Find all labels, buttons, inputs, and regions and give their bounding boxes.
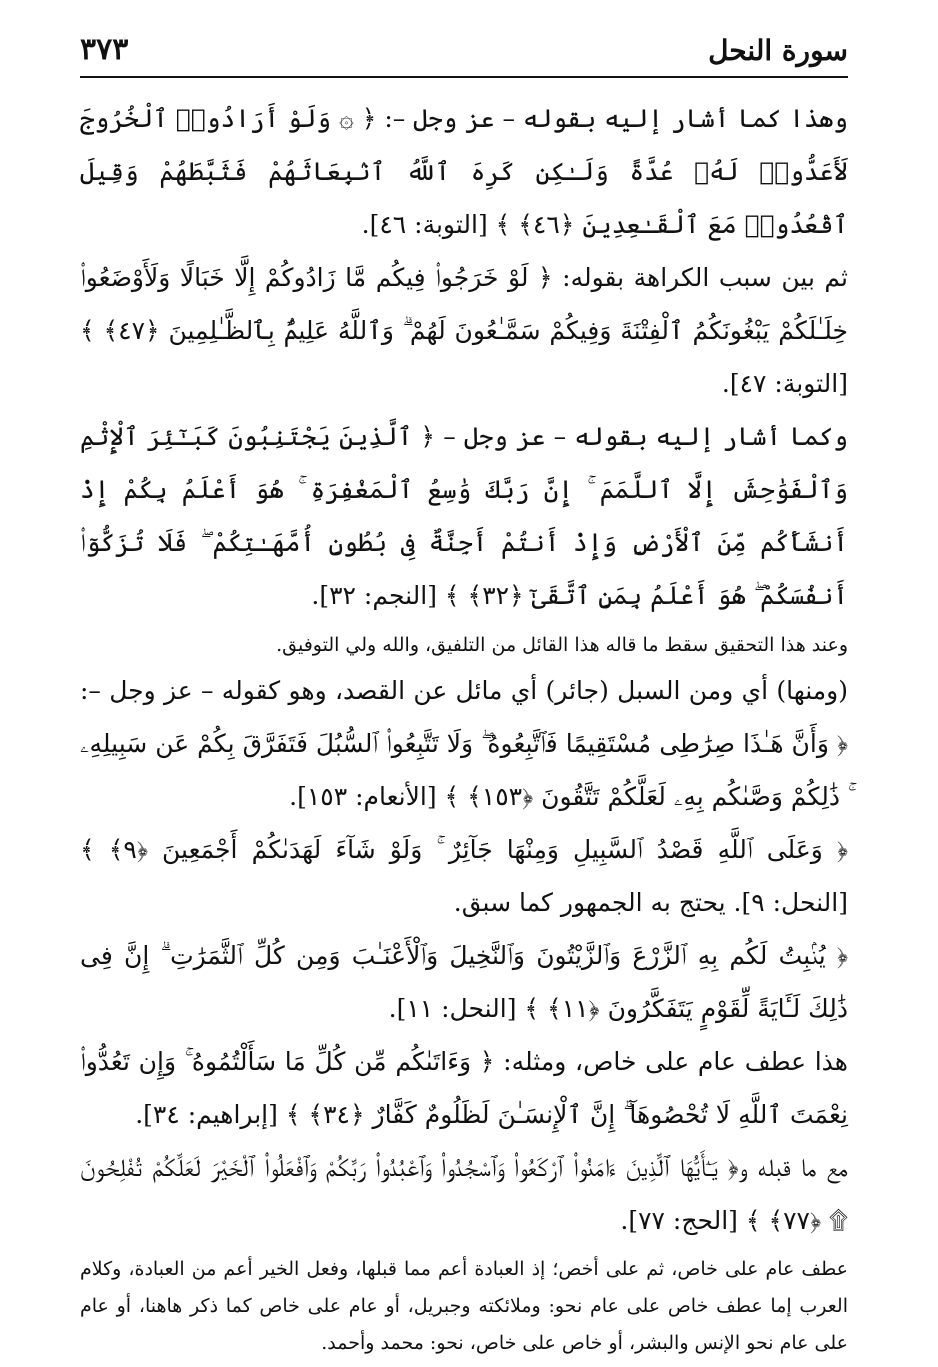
paragraph-atf-explanation: عطف عام على خاص، ثم على أخص؛ إذ العبادة أعم مما قبلها، وفعل الخير أعم من العبادة، وكلام العرب إما عطف خاص على عام نحو: وملائكته وجبريل، أو عام على خاص كما ذكر هاهنا، أو عام على عام نحو الإنس والبشر، أو خاص على خاص، نحو: محمد وأحمد. (80, 1258, 848, 1354)
surah-title: سورة النحل (708, 34, 848, 67)
paragraph-najm-32: وكما أشار إليه بقوله – عز وجل – ﴿ ٱلَّذِينَ يَجْتَنِبُونَ كَبَـٰٓئِرَ ٱلْإِثْمِ وَٱلْفَوَٰحِشَ إِلَّا ٱللَّمَمَ ۚ إِنَّ رَبَّكَ وَٰسِعُ ٱلْمَغْفِرَةِ ۚ هُوَ أَعْلَمُ بِكُمْ إِذْ أَنشَأَكُم مِّنَ ٱلْأَرْضِ وَإِذْ أَنتُمْ أَجِنَّةٌ فِى بُطُونِ أُمَّهَـٰتِكُمْ ۖ فَلَا تُزَكُّوٓا۟ أَنفُسَكُمْ ۖ هُوَ أَعْلَمُ بِمَنِ ٱتَّقَىٰٓ ﴿٣٢﴾ ﴾ [النجم: ٣٢]. (80, 422, 848, 610)
page-body (80, 92, 848, 1362)
paragraph-hajj-77: مع ما قبله و﴿ يَـٰٓأَيُّهَا ٱلَّذِينَ ءَامَنُوا۟ ٱرْكَعُوا۟ وَٱسْجُدُوا۟ وَٱعْبُدُوا۟ رَبَّكُمْ وَٱفْعَلُوا۟ ٱلْخَيْرَ لَعَلَّكُمْ تُفْلِحُونَ ۩ ﴿٧٧﴾ ﴾ [الحج: ٧٧]. (80, 1153, 848, 1235)
paragraph-ibrahim-34: هذا عطف عام على خاص، ومثله: ﴿ وَءَاتَىٰكُم مِّن كُلِّ مَا سَأَلْتُمُوهُ ۚ وَإِن تَعُدُّوا۟ نِعْمَتَ ٱللَّهِ لَا تُحْصُوهَآ ۗ إِنَّ ٱلْإِنسَـٰنَ لَظَلُومٌ كَفَّارٌ ﴿٣٤﴾ ﴾ [إبراهيم: ٣٤]. (80, 1047, 848, 1129)
paragraph-nahl-9: ﴿ وَعَلَى ٱللَّهِ قَصْدُ ٱلسَّبِيلِ وَمِنْهَا جَآئِرٌ ۚ وَلَوْ شَآءَ لَهَدَىٰكُمْ أَجْمَعِينَ ﴿٩﴾ ﴾ [النحل: ٩]. يحتج به الجمهور كما سبق. (80, 835, 848, 917)
paragraph-anam-153: (ومنها) أي ومن السبل (جائر) أي مائل عن القصد، وهو كقوله – عز وجل –: ﴿ وَأَنَّ هَـٰذَا صِرَٰطِى مُسْتَقِيمًا فَٱتَّبِعُوهُ ۖ وَلَا تَتَّبِعُوا۟ ٱلسُّبُلَ فَتَفَرَّقَ بِكُمْ عَن سَبِيلِهِۦ ۚ ذَٰلِكُمْ وَصَّىٰكُم بِهِۦ لَعَلَّكُمْ تَتَّقُونَ ﴿١٥٣﴾ ﴾ [الأنعام: ١٥٣]. (80, 676, 848, 811)
paragraph-tawbah-46: وهذا كما أشار إليه بقوله – عز وجل –: ﴿ ۞ وَلَوْ أَرَادُوا۟ ٱلْخُرُوجَ لَأَعَدُّوا۟ لَهُۥ عُدَّةً وَلَـٰكِن كَرِهَ ٱللَّهُ ٱنۢبِعَاثَهُمْ فَثَبَّطَهُمْ وَقِيلَ ٱقْعُدُوا۟ مَعَ ٱلْقَـٰعِدِينَ ﴿٤٦﴾ ﴾ [التوبة: ٤٦]. (80, 104, 848, 239)
paragraph-tawbah-47: ثم بين سبب الكراهة بقوله: ﴿ لَوْ خَرَجُوا۟ فِيكُم مَّا زَادُوكُمْ إِلَّا خَبَالًا وَلَأَوْضَعُوا۟ خِلَـٰلَكُمْ يَبْغُونَكُمُ ٱلْفِتْنَةَ وَفِيكُمْ سَمَّـٰعُونَ لَهُمْ ۗ وَٱللَّهُ عَلِيمٌۢ بِٱلظَّـٰلِمِينَ ﴿٤٧﴾ ﴾ [التوبة: ٤٧]. (80, 263, 848, 398)
paragraph-conclusion: وعند هذا التحقيق سقط ما قاله هذا القائل من التلفيق، والله ولي التوفيق. (276, 634, 848, 656)
page-header (80, 30, 848, 78)
paragraph-nahl-11: ﴿ يُنۢبِتُ لَكُم بِهِ ٱلزَّرْعَ وَٱلزَّيْتُونَ وَٱلنَّخِيلَ وَٱلْأَعْنَـٰبَ وَمِن كُلِّ ٱلثَّمَرَٰتِ ۗ إِنَّ فِى ذَٰلِكَ لَـَٔايَةً لِّقَوْمٍ يَتَفَكَّرُونَ ﴿١١﴾ ﴾ [النحل: ١١]. (80, 941, 848, 1023)
page-number: ٣٧٣ (80, 32, 129, 67)
